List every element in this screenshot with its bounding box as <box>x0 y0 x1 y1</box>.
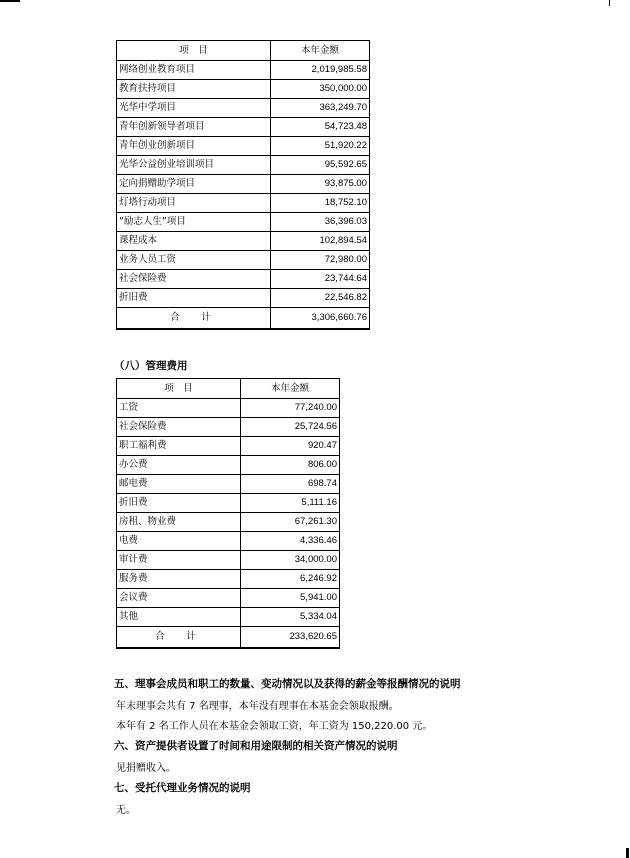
row-amount: 350,000.00 <box>271 80 370 99</box>
table-row <box>117 213 370 232</box>
row-amount: 102,894.54 <box>271 232 370 251</box>
table-row <box>117 532 340 551</box>
crop-mark-top-left <box>0 0 20 2</box>
row-item: 办公费 <box>117 456 241 475</box>
total-label: 合 计 <box>117 308 271 329</box>
row-amount: 54,723.48 <box>271 118 370 137</box>
table-row <box>117 61 370 80</box>
column-header-item: 项 目 <box>117 41 271 61</box>
row-item: 电费 <box>117 532 241 551</box>
row-item: 光华公益创业培训项目 <box>117 156 271 175</box>
management-expense-table <box>116 378 340 649</box>
row-amount: 806.00 <box>241 456 340 475</box>
table-row <box>117 475 340 494</box>
row-amount: 4,336.46 <box>241 532 340 551</box>
table-row <box>117 589 340 608</box>
column-header-amount: 本年金额 <box>271 41 370 61</box>
row-amount: 22,546.82 <box>271 289 370 308</box>
crop-mark-bottom-right <box>626 848 629 858</box>
table-row <box>117 251 370 270</box>
table-total-row <box>117 627 340 648</box>
section-title-restricted-assets: 六、资产提供者设置了时间和用途限制的相关资产情况的说明 <box>114 740 398 752</box>
paragraph-restricted-assets: 见捐赠收入。 <box>116 763 176 774</box>
row-amount: 23,744.64 <box>271 270 370 289</box>
row-amount: 920.47 <box>241 437 340 456</box>
row-item: 课程成本 <box>117 232 271 251</box>
table-row <box>117 194 370 213</box>
row-item: 教育扶持项目 <box>117 80 271 99</box>
row-item: 青年创业创新项目 <box>117 137 271 156</box>
table-row <box>117 437 340 456</box>
row-item: 灯塔行动项目 <box>117 194 271 213</box>
row-amount: 95,592.65 <box>271 156 370 175</box>
row-amount: 36,396.03 <box>271 213 370 232</box>
total-amount: 3,306,660.76 <box>271 308 370 329</box>
section-title-agency-business: 七、受托代理业务情况的说明 <box>114 782 251 794</box>
row-amount: 698.74 <box>241 475 340 494</box>
row-item: 房租、物业费 <box>117 513 241 532</box>
column-header-item: 项 目 <box>117 379 241 399</box>
table-row <box>117 270 370 289</box>
row-item: 折旧费 <box>117 289 271 308</box>
row-item: 职工福利费 <box>117 437 241 456</box>
row-amount: 5,111.16 <box>241 494 340 513</box>
row-amount: 72,980.00 <box>271 251 370 270</box>
paragraph-board-members: 年末理事会共有 7 名理事，本年没有理事在本基金会领取报酬。 <box>116 701 399 712</box>
row-item: 邮电费 <box>117 475 241 494</box>
table-header-row <box>117 379 340 399</box>
table-row <box>117 175 370 194</box>
row-amount: 18,752.10 <box>271 194 370 213</box>
table-row <box>117 399 340 418</box>
table-row <box>117 418 340 437</box>
table-row <box>117 99 370 118</box>
row-item: 业务人员工资 <box>117 251 271 270</box>
row-amount: 67,261.30 <box>241 513 340 532</box>
table-total-row <box>117 308 370 329</box>
table-row <box>117 513 340 532</box>
row-item: 会议费 <box>117 589 241 608</box>
column-header-amount: 本年金额 <box>241 379 340 399</box>
crop-mark-top-right <box>609 0 610 6</box>
row-item: 其他 <box>117 608 241 627</box>
row-item: 网络创业教育项目 <box>117 61 271 80</box>
table-row <box>117 156 370 175</box>
table-row <box>117 80 370 99</box>
row-amount: 34,000.00 <box>241 551 340 570</box>
row-item: “励志人生”项目 <box>117 213 271 232</box>
total-label: 合 计 <box>117 627 241 648</box>
section-title-board-compensation: 五、理事会成员和职工的数量、变动情况以及获得的薪金等报酬情况的说明 <box>114 678 461 690</box>
row-item: 社会保险费 <box>117 270 271 289</box>
row-amount: 5,941.00 <box>241 589 340 608</box>
table-row <box>117 570 340 589</box>
table-header-row <box>117 41 370 61</box>
row-item: 审计费 <box>117 551 241 570</box>
row-amount: 51,920.22 <box>271 137 370 156</box>
row-item: 工资 <box>117 399 241 418</box>
table-row <box>117 494 340 513</box>
table-row <box>117 289 370 308</box>
row-amount: 363,249.70 <box>271 99 370 118</box>
row-item: 社会保险费 <box>117 418 241 437</box>
row-item: 光华中学项目 <box>117 99 271 118</box>
table-row <box>117 456 340 475</box>
row-item: 青年创新领导者项目 <box>117 118 271 137</box>
row-item: 定向捐赠助学项目 <box>117 175 271 194</box>
table-row <box>117 551 340 570</box>
section-title-management-expenses: （八）管理费用 <box>114 360 188 372</box>
row-amount: 5,334.04 <box>241 608 340 627</box>
table-row <box>117 118 370 137</box>
table-row <box>117 232 370 251</box>
row-amount: 93,875.00 <box>271 175 370 194</box>
row-item: 折旧费 <box>117 494 241 513</box>
table-row <box>117 608 340 627</box>
row-amount: 6,246.92 <box>241 570 340 589</box>
row-amount: 25,724.56 <box>241 418 340 437</box>
paragraph-staff-salary: 本年有 2 名工作人员在本基金会领取工资，年工资为 150,220.00 元。 <box>116 721 433 732</box>
row-item: 服务费 <box>117 570 241 589</box>
paragraph-agency-business: 无。 <box>116 805 136 816</box>
table-row <box>117 137 370 156</box>
row-amount: 2,019,985.58 <box>271 61 370 80</box>
row-amount: 77,240.00 <box>241 399 340 418</box>
total-amount: 233,620.65 <box>241 627 340 648</box>
business-cost-table <box>116 40 370 330</box>
